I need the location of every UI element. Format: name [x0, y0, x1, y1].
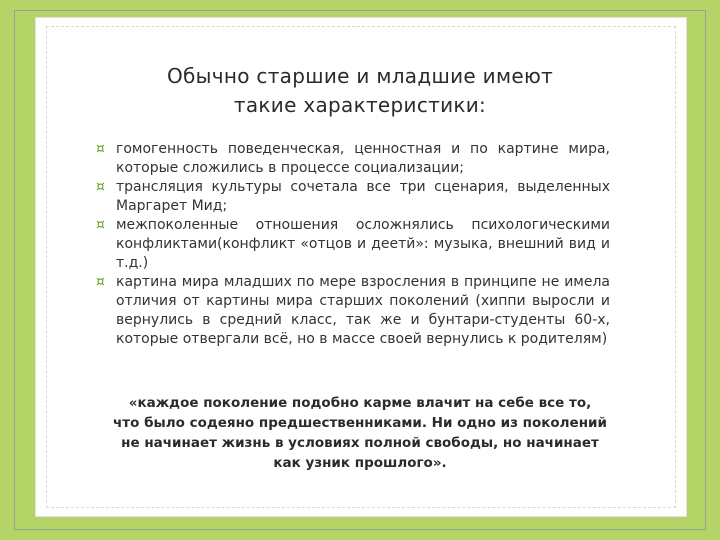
quote-line: как узник прошлого». — [273, 455, 447, 471]
bullet-text: межпоколенные отношения осложнялись психологическими конфликтами(конфликт «отцов и деетй»: музыка, внешний вид и т.д.) — [116, 217, 610, 271]
slide-title — [0, 62, 720, 120]
green-bullet-icon: ¤ — [96, 274, 105, 290]
bullet-text: гомогенность поведенческая, ценностная и по картине мира, которые сложились в процессе социализации; — [116, 141, 610, 176]
green-bullet-icon: ¤ — [96, 217, 105, 233]
bullet-item — [90, 140, 610, 178]
bullet-item — [90, 178, 610, 216]
quote-block — [80, 393, 640, 473]
green-bullet-icon: ¤ — [96, 141, 105, 157]
green-bullet-icon: ¤ — [96, 179, 105, 195]
quote-line: «каждое поколение подобно карме влачит на себе все то, — [128, 395, 592, 411]
quote-line: что было содеяно предшественниками. Ни одно из поколений — [113, 415, 607, 431]
bullet-item — [90, 273, 610, 349]
bullet-text: картина мира младших по мере взросления в принципе не имела отличия от картины мира старших поколений (хиппи выросли и вернулись в средний класс, так же и бунтари-студенты 60-х, которые отвергали всё, но в массе своей вернулись к родителям) — [116, 274, 610, 347]
bullet-list — [90, 140, 610, 349]
quote-line: не начинает жизнь в условиях полной свободы, но начинает — [121, 435, 599, 451]
bullet-text: трансляция культуры сочетала все три сценария, выделенных Маргарет Мид; — [116, 179, 610, 214]
slide-title-line-2: такие характеристики: — [233, 93, 487, 117]
bullet-item — [90, 216, 610, 273]
slide-title-line-1: Обычно старшие и младшие имеют — [166, 64, 554, 88]
